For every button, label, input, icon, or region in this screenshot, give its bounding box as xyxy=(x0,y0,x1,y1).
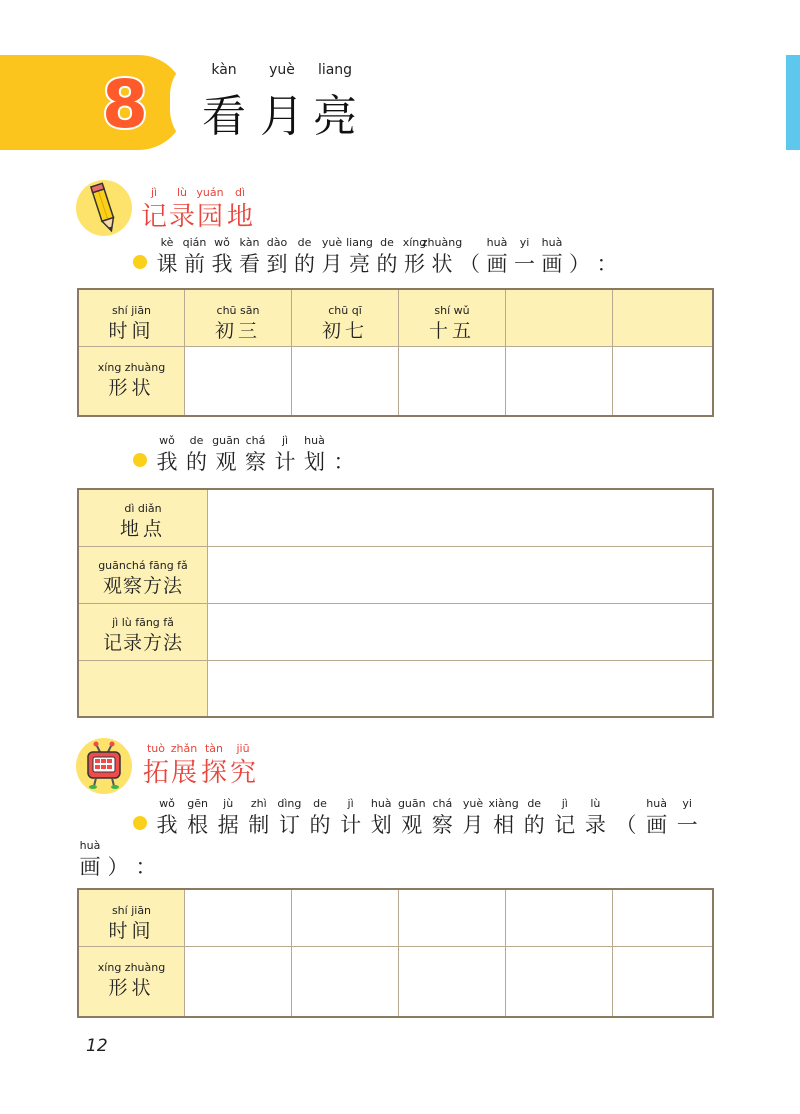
prompt-pinyin: jù xyxy=(223,797,234,810)
prompt-char: 月 xyxy=(462,813,484,837)
prompt-char: 订 xyxy=(278,813,300,837)
prompt-pinyin: de xyxy=(527,797,542,810)
lesson-banner xyxy=(0,55,186,150)
prompt-char: 的 xyxy=(376,252,398,276)
prompt-pinyin: lù xyxy=(590,797,601,810)
prompt-char: 记 xyxy=(554,813,576,837)
prompt-char: 的 xyxy=(523,813,545,837)
drawing-cell[interactable] xyxy=(613,946,714,1017)
prompt-char: 形 xyxy=(404,252,425,276)
prompt-char: 我 xyxy=(211,252,233,276)
bullet-dot xyxy=(133,255,147,269)
title-pinyin: kàn xyxy=(211,62,237,78)
prompt-pinyin: yi xyxy=(682,797,692,810)
prompt-char: 前 xyxy=(184,252,205,276)
prompt-char: 到 xyxy=(266,252,288,276)
drawing-cell[interactable] xyxy=(399,946,506,1017)
location-label-cell: dì diǎn 地点 xyxy=(78,489,208,546)
prompt-char: 录 xyxy=(584,813,606,837)
date-cell[interactable] xyxy=(506,289,613,346)
prompt-pinyin: wǒ xyxy=(214,236,230,249)
prompt-char: 计 xyxy=(340,813,362,837)
prompt-char: 相 xyxy=(493,813,515,837)
prompt-char: 制 xyxy=(248,813,270,837)
prompt-pinyin: jì xyxy=(347,797,354,810)
drawing-cell[interactable] xyxy=(292,946,399,1017)
prompt-char: 状 xyxy=(431,252,453,276)
prompt-pinyin: chá xyxy=(432,797,453,810)
prompt-pinyin: huà xyxy=(646,797,667,810)
bullet-dot xyxy=(133,816,147,830)
prompt-char: 察 xyxy=(431,813,453,837)
drawing-cell[interactable] xyxy=(399,346,506,416)
prompt-char: 画 xyxy=(486,252,508,276)
lesson-number: 8 xyxy=(102,66,148,143)
prompt-pinyin: jì xyxy=(281,434,289,447)
prompt-pinyin: huà xyxy=(304,434,325,447)
title-pinyin: yuè xyxy=(269,62,295,78)
tv-robot-icon xyxy=(76,738,132,794)
date-input-cell[interactable] xyxy=(399,889,506,946)
title-char: 月 xyxy=(260,91,304,142)
prompt-pinyin: chá xyxy=(245,434,266,447)
prompt-char: 观 xyxy=(215,450,237,474)
prompt-char: 观 xyxy=(401,813,423,837)
prompt-pinyin: qián xyxy=(182,236,207,249)
prompt-char: 的 xyxy=(294,252,315,276)
prompt-char: （ xyxy=(459,252,480,276)
bullet-dot xyxy=(133,453,147,467)
prompt-char: 亮 xyxy=(349,252,370,276)
prompt-char: ： xyxy=(596,252,618,276)
prompt-pinyin: kàn xyxy=(239,236,260,249)
shape-header-cell: xíng zhuàng 形状 xyxy=(78,946,185,1017)
prompt-char: 课 xyxy=(156,252,178,276)
prompt-char: 看 xyxy=(239,252,260,276)
prompt-pinyin: yi xyxy=(519,236,530,249)
prompt-char: 一 xyxy=(676,813,698,837)
location-input-cell[interactable] xyxy=(208,489,714,546)
prompt-pinyin: guān xyxy=(212,434,240,447)
prompt-pinyin: kè xyxy=(160,236,174,249)
method-label-cell: guānchá fāng fǎ 观察方法 xyxy=(78,546,208,603)
prompt-char: 月 xyxy=(321,252,343,276)
drawing-cell[interactable] xyxy=(506,346,613,416)
date-input-cell[interactable] xyxy=(292,889,399,946)
prompt-pinyin: de xyxy=(313,797,327,810)
prompt-char: 画 xyxy=(541,252,563,276)
prompt-pinyin: wǒ xyxy=(159,797,175,810)
prompt-char: 划 xyxy=(304,450,325,474)
pencil-icon xyxy=(76,180,132,236)
moon-phase-record-table xyxy=(77,888,714,1018)
side-strip xyxy=(786,55,800,150)
observation-plan-table xyxy=(77,488,714,718)
title-pinyin: liang xyxy=(317,62,353,78)
prompt-char: 察 xyxy=(245,450,266,474)
prompt-char: （ xyxy=(615,813,637,837)
date-cell[interactable] xyxy=(613,289,714,346)
extra-input-cell[interactable] xyxy=(208,660,714,717)
prompt-char: 我 xyxy=(156,450,178,474)
shape-header-cell: xíng zhuàng 形状 xyxy=(78,346,185,416)
prompt-char: 的 xyxy=(309,813,331,837)
method-input-cell[interactable] xyxy=(208,546,714,603)
prompt-char: 画 xyxy=(646,813,668,837)
drawing-cell[interactable] xyxy=(185,946,292,1017)
date-cell: chū sān 初三 xyxy=(185,289,292,346)
prompt-pinyin: guān xyxy=(397,797,426,810)
drawing-cell[interactable] xyxy=(506,946,613,1017)
prompt-char: ： xyxy=(135,855,157,879)
title-char: 亮 xyxy=(313,91,357,142)
prompt-char: ： xyxy=(333,450,355,474)
date-input-cell[interactable] xyxy=(506,889,613,946)
prompt-pinyin: gēn xyxy=(187,797,208,810)
date-cell: shí wǔ 十五 xyxy=(399,289,506,346)
prompt-pinyin: zhì xyxy=(250,797,267,810)
page-number: 12 xyxy=(86,1036,108,1056)
prompt-pinyin: wǒ xyxy=(159,434,175,447)
time-header-cell: shí jiān 时间 xyxy=(78,889,185,946)
prompt-pinyin: yuè xyxy=(462,797,484,810)
prompt-pinyin: de xyxy=(380,236,394,249)
record-method-label-cell: jì lù fāng fǎ 记录方法 xyxy=(78,603,208,660)
prompt-char: ） xyxy=(569,252,590,276)
prompt-pinyin: xíng xyxy=(402,236,427,249)
drawing-cell[interactable] xyxy=(292,346,399,416)
prompt-char: 我 xyxy=(156,813,178,837)
prompt-pinyin: huà xyxy=(79,839,101,852)
prompt-char: 划 xyxy=(370,813,392,837)
moon-shape-table xyxy=(77,288,714,417)
date-input-cell[interactable] xyxy=(185,889,292,946)
drawing-cell[interactable] xyxy=(185,346,292,416)
title-char: 看 xyxy=(202,91,246,142)
drawing-cell[interactable] xyxy=(613,346,714,416)
record-method-input-cell[interactable] xyxy=(208,603,714,660)
prompt-pinyin: yuè xyxy=(321,236,343,249)
prompt-char: 计 xyxy=(274,450,296,474)
date-input-cell[interactable] xyxy=(613,889,714,946)
prompt-char: 根 xyxy=(187,813,209,837)
prompt-char: ） xyxy=(107,855,129,879)
prompt-char: 画 xyxy=(79,855,101,879)
prompt-pinyin: zhuàng xyxy=(421,236,463,249)
prompt-pinyin: liang xyxy=(346,236,373,249)
prompt-pinyin: xiàng xyxy=(488,797,519,810)
prompt-char: 据 xyxy=(217,813,239,837)
prompt-pinyin: huà xyxy=(486,236,508,249)
prompt-char: 一 xyxy=(514,252,535,276)
prompt-pinyin: jì xyxy=(561,797,568,810)
prompt-char: 的 xyxy=(186,450,207,474)
prompt-pinyin: de xyxy=(189,434,204,447)
prompt-pinyin: dào xyxy=(266,236,288,249)
prompt-pinyin: huà xyxy=(541,236,563,249)
time-header-cell: shí jiān 时间 xyxy=(78,289,185,346)
extra-label-cell[interactable] xyxy=(78,660,208,717)
prompt-pinyin: de xyxy=(297,236,312,249)
prompt-pinyin: dìng xyxy=(277,797,302,810)
prompt-pinyin: huà xyxy=(370,797,392,810)
date-cell: chū qī 初七 xyxy=(292,289,399,346)
